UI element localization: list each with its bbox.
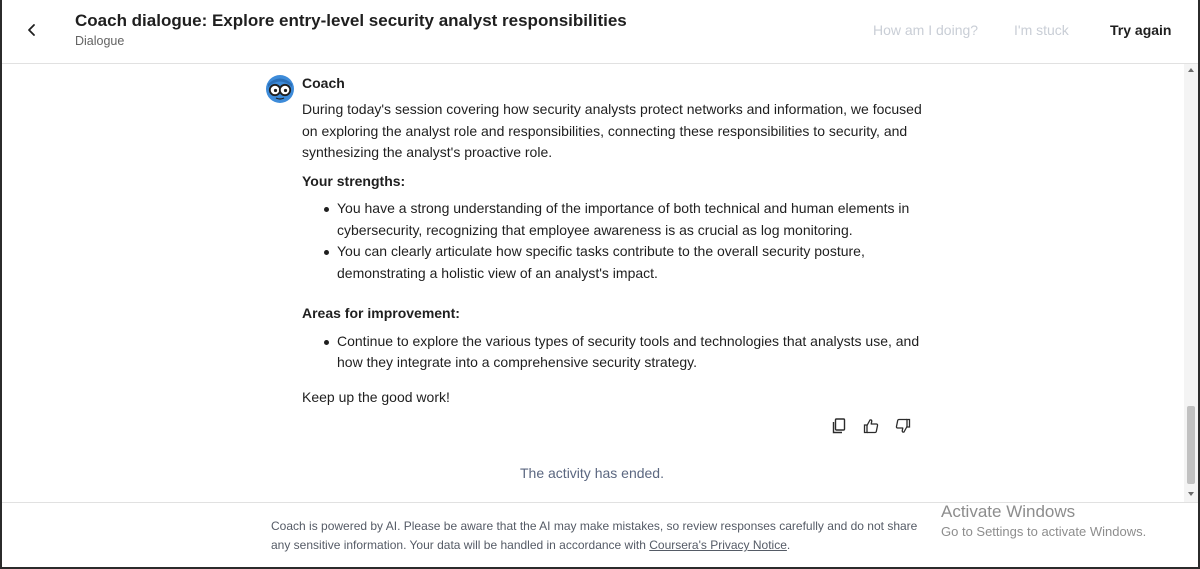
message-closing: Keep up the good work! bbox=[302, 388, 450, 405]
coach-glasses-avatar-icon bbox=[265, 74, 295, 104]
copy-icon bbox=[832, 418, 846, 434]
chevron-left-icon bbox=[26, 23, 38, 37]
try-again-button[interactable]: Try again bbox=[1110, 22, 1172, 38]
copy-button[interactable] bbox=[830, 417, 848, 435]
strengths-list bbox=[302, 198, 922, 284]
scroll-up-arrow-icon[interactable] bbox=[1187, 66, 1195, 74]
privacy-notice-link[interactable]: Coursera's Privacy Notice bbox=[649, 538, 787, 552]
footer bbox=[2, 502, 1198, 567]
activity-ended-status: The activity has ended. bbox=[520, 465, 664, 481]
thumbs-up-button[interactable] bbox=[862, 417, 880, 435]
ai-disclaimer bbox=[271, 517, 931, 555]
improvement-heading: Areas for improvement: bbox=[302, 305, 460, 321]
header-bar bbox=[2, 0, 1198, 64]
scrollbar-thumb[interactable] bbox=[1187, 406, 1195, 484]
page-title: Coach dialogue: Explore entry-level security analyst responsibilities bbox=[75, 11, 627, 30]
list-item: Continue to explore the various types of security tools and technologies that analysts use, and how they integrate into a comprehensive security strategy. bbox=[302, 331, 922, 374]
disclaimer-text: Coach is powered by AI. Please be aware that the AI may make mistakes, so review responses carefully and do not share any sensitive information. Your data will be handled in accordance with bbox=[271, 519, 918, 552]
thumbs-up-icon bbox=[863, 418, 879, 434]
message-intro: During today's session covering how security analysts protect networks and information, we focused on exploring the analyst role and responsibilities, connecting these responsibilities to security, and synthesizing the analyst's proactive role. bbox=[302, 101, 922, 160]
watermark-title: Activate Windows bbox=[941, 502, 1076, 521]
im-stuck-button[interactable]: I'm stuck bbox=[1014, 22, 1069, 38]
watermark-subtitle: Go to Settings to activate Windows. bbox=[941, 524, 1147, 539]
how-am-i-doing-button[interactable]: How am I doing? bbox=[873, 22, 979, 38]
list-item: You have a strong understanding of the importance of both technical and human elements in cybersecurity, recognizing that employee awareness is as crucial as log monitoring. bbox=[302, 198, 922, 241]
scrollbar[interactable] bbox=[1184, 64, 1198, 502]
page-subtitle: Dialogue bbox=[75, 34, 125, 48]
improvements-list bbox=[302, 331, 922, 374]
scroll-down-arrow-icon[interactable] bbox=[1187, 490, 1195, 498]
thumbs-down-icon bbox=[895, 418, 911, 434]
list-item: You can clearly articulate how specific tasks contribute to the overall security posture, demonstrating a holistic view of an analyst's impact. bbox=[302, 241, 922, 284]
sender-name: Coach bbox=[302, 75, 345, 91]
message-actions bbox=[830, 417, 912, 435]
disclaimer-end: . bbox=[786, 538, 791, 552]
back-button[interactable] bbox=[20, 18, 44, 42]
strengths-heading: Your strengths: bbox=[302, 172, 406, 189]
thumbs-down-button[interactable] bbox=[894, 417, 912, 435]
coach-message bbox=[302, 99, 922, 408]
